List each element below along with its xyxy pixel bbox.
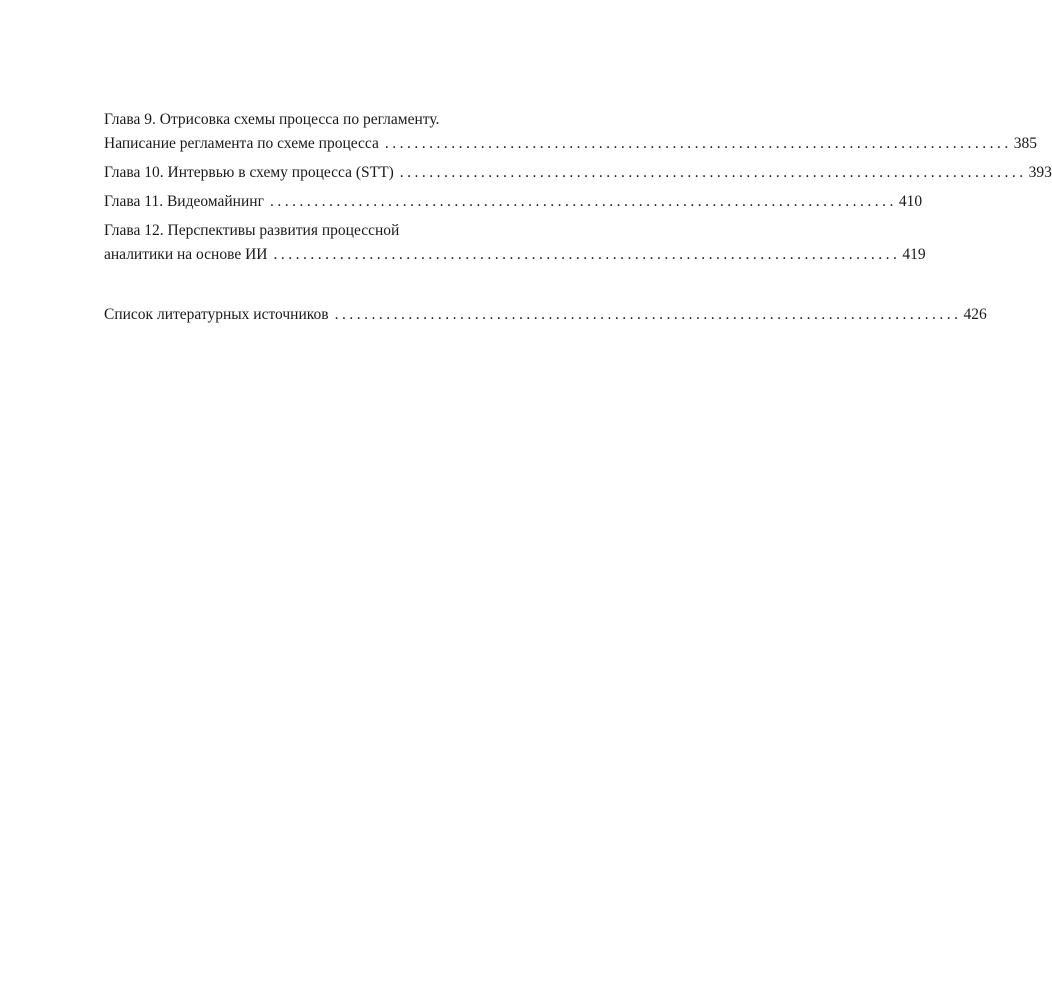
- toc-page-number: 393: [1028, 164, 1052, 181]
- dot-leader: .....................................................................................: [399, 164, 1027, 181]
- toc-page-number: 419: [902, 246, 926, 263]
- toc-entry-chapter-12[interactable]: [104, 219, 926, 267]
- toc-entry-title-line: [104, 219, 563, 243]
- toc-entry-line: [104, 243, 926, 267]
- dot-leader: .....................................................................................: [273, 246, 901, 263]
- dot-leader: .....................................................................................: [384, 135, 1012, 152]
- toc-entry-title: Глава 10. Интервью в схему процесса (STT): [104, 164, 394, 181]
- toc-entry-line: [104, 132, 1037, 156]
- toc-entry-bibliography[interactable]: [104, 303, 987, 327]
- toc-entry-chapter-10[interactable]: [104, 161, 1052, 185]
- toc-entry-title: Глава 11. Видеомайнинг: [104, 193, 264, 210]
- toc-entry-title: Глава 12. Перспективы развития процессной: [104, 222, 400, 239]
- toc-entry-title-continued: Написание регламента по схеме процесса: [104, 135, 379, 152]
- toc-page-number: 426: [963, 306, 987, 323]
- table-of-contents: [104, 108, 1052, 332]
- dot-leader: .....................................................................................: [334, 306, 962, 323]
- dot-leader: .....................................................................................: [269, 193, 897, 210]
- toc-entry-chapter-11[interactable]: [104, 190, 923, 214]
- toc-page-number: 410: [898, 193, 923, 210]
- toc-entry-title-line: [104, 108, 563, 132]
- toc-entry-title: Список литературных источников: [104, 306, 329, 323]
- toc-entry-title: Глава 9. Отрисовка схемы процесса по регламенту.: [104, 111, 440, 128]
- toc-page-number: 385: [1013, 135, 1037, 152]
- toc-entry-title-continued: аналитики на основе ИИ: [104, 246, 268, 263]
- toc-entry-chapter-9[interactable]: [104, 108, 1037, 156]
- toc-entry-line: [104, 161, 1052, 185]
- toc-entry-line: [104, 190, 923, 214]
- toc-entry-line: [104, 303, 987, 327]
